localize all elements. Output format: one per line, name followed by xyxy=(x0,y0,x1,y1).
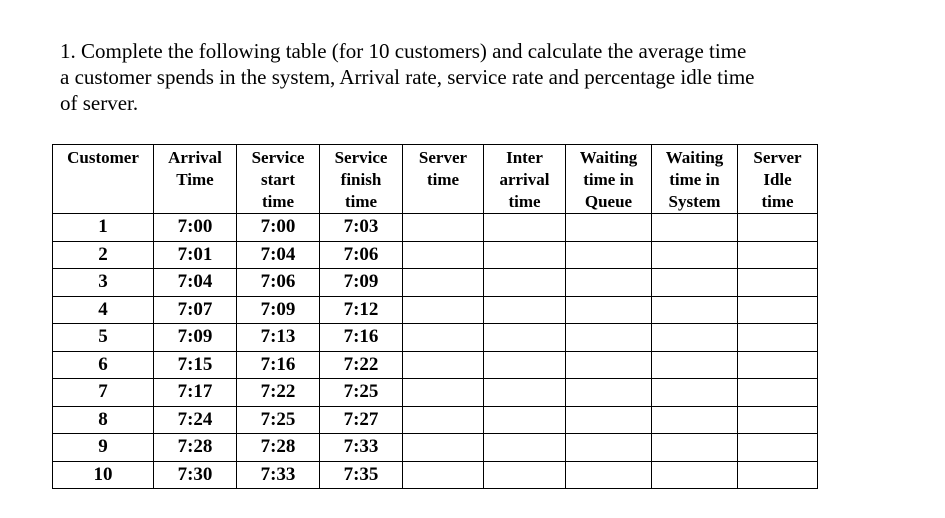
cell-server-time xyxy=(403,296,484,324)
cell-arrival-time: 7:15 xyxy=(154,351,237,379)
cell-service-start: 7:22 xyxy=(237,379,320,407)
cell-waiting-system xyxy=(652,461,738,489)
cell-waiting-queue xyxy=(566,434,652,462)
simulation-table xyxy=(52,144,818,489)
header-service-finish-time: Service finish time xyxy=(320,145,403,214)
question-line: a customer spends in the system, Arrival rate, service rate and percentage idle time xyxy=(60,65,755,89)
cell-inter-arrival xyxy=(484,434,566,462)
cell-waiting-system xyxy=(652,214,738,242)
cell-service-start: 7:33 xyxy=(237,461,320,489)
cell-arrival-time: 7:28 xyxy=(154,434,237,462)
cell-waiting-system xyxy=(652,269,738,297)
cell-customer: 2 xyxy=(53,241,154,269)
cell-waiting-queue xyxy=(566,241,652,269)
cell-service-finish: 7:27 xyxy=(320,406,403,434)
cell-inter-arrival xyxy=(484,379,566,407)
cell-arrival-time: 7:09 xyxy=(154,324,237,352)
cell-service-finish: 7:16 xyxy=(320,324,403,352)
cell-inter-arrival xyxy=(484,324,566,352)
cell-arrival-time: 7:04 xyxy=(154,269,237,297)
cell-inter-arrival xyxy=(484,214,566,242)
table-row xyxy=(53,241,818,269)
cell-waiting-system xyxy=(652,241,738,269)
cell-service-start: 7:13 xyxy=(237,324,320,352)
cell-inter-arrival xyxy=(484,269,566,297)
table-row xyxy=(53,461,818,489)
cell-arrival-time: 7:00 xyxy=(154,214,237,242)
cell-server-time xyxy=(403,214,484,242)
cell-waiting-system xyxy=(652,324,738,352)
cell-arrival-time: 7:24 xyxy=(154,406,237,434)
cell-server-time xyxy=(403,269,484,297)
cell-service-start: 7:09 xyxy=(237,296,320,324)
cell-waiting-system xyxy=(652,406,738,434)
header-waiting-time-queue: Waiting time in Queue xyxy=(566,145,652,214)
cell-customer: 1 xyxy=(53,214,154,242)
cell-service-finish: 7:06 xyxy=(320,241,403,269)
cell-inter-arrival xyxy=(484,461,566,489)
table-row xyxy=(53,296,818,324)
cell-service-start: 7:25 xyxy=(237,406,320,434)
cell-server-idle xyxy=(738,296,818,324)
cell-waiting-queue xyxy=(566,406,652,434)
cell-service-start: 7:00 xyxy=(237,214,320,242)
header-server-time: Server time xyxy=(403,145,484,214)
cell-arrival-time: 7:01 xyxy=(154,241,237,269)
cell-server-idle xyxy=(738,351,818,379)
cell-customer: 4 xyxy=(53,296,154,324)
header-server-idle-time: Server Idle time xyxy=(738,145,818,214)
cell-service-finish: 7:03 xyxy=(320,214,403,242)
table-header-row xyxy=(53,145,818,214)
cell-arrival-time: 7:07 xyxy=(154,296,237,324)
cell-server-time xyxy=(403,379,484,407)
table-row xyxy=(53,434,818,462)
cell-customer: 3 xyxy=(53,269,154,297)
cell-waiting-queue xyxy=(566,379,652,407)
cell-inter-arrival xyxy=(484,296,566,324)
cell-server-idle xyxy=(738,324,818,352)
cell-server-time xyxy=(403,324,484,352)
cell-waiting-queue xyxy=(566,214,652,242)
cell-waiting-queue xyxy=(566,351,652,379)
cell-service-finish: 7:33 xyxy=(320,434,403,462)
cell-service-finish: 7:09 xyxy=(320,269,403,297)
cell-waiting-queue xyxy=(566,461,652,489)
cell-server-time xyxy=(403,461,484,489)
cell-service-start: 7:06 xyxy=(237,269,320,297)
cell-service-finish: 7:12 xyxy=(320,296,403,324)
question-text xyxy=(60,38,840,116)
cell-customer: 7 xyxy=(53,379,154,407)
cell-service-finish: 7:22 xyxy=(320,351,403,379)
table-row xyxy=(53,214,818,242)
cell-server-time xyxy=(403,351,484,379)
cell-customer: 5 xyxy=(53,324,154,352)
cell-service-finish: 7:35 xyxy=(320,461,403,489)
table-row xyxy=(53,269,818,297)
cell-waiting-queue xyxy=(566,296,652,324)
cell-service-start: 7:04 xyxy=(237,241,320,269)
cell-waiting-system xyxy=(652,351,738,379)
table-row xyxy=(53,351,818,379)
cell-service-start: 7:28 xyxy=(237,434,320,462)
cell-server-idle xyxy=(738,434,818,462)
header-arrival-time: Arrival Time xyxy=(154,145,237,214)
cell-server-idle xyxy=(738,461,818,489)
cell-server-idle xyxy=(738,214,818,242)
cell-service-finish: 7:25 xyxy=(320,379,403,407)
cell-server-time xyxy=(403,241,484,269)
cell-customer: 6 xyxy=(53,351,154,379)
cell-server-time xyxy=(403,406,484,434)
cell-customer: 8 xyxy=(53,406,154,434)
cell-server-idle xyxy=(738,379,818,407)
cell-waiting-system xyxy=(652,434,738,462)
table-row xyxy=(53,406,818,434)
cell-waiting-system xyxy=(652,296,738,324)
question-line: 1. Complete the following table (for 10 customers) and calculate the average time xyxy=(60,39,747,63)
table-row xyxy=(53,324,818,352)
cell-waiting-queue xyxy=(566,324,652,352)
cell-inter-arrival xyxy=(484,351,566,379)
header-inter-arrival-time: Inter arrival time xyxy=(484,145,566,214)
cell-server-idle xyxy=(738,241,818,269)
question-line: of server. xyxy=(60,91,139,115)
cell-server-idle xyxy=(738,406,818,434)
cell-service-start: 7:16 xyxy=(237,351,320,379)
cell-inter-arrival xyxy=(484,406,566,434)
header-waiting-time-system: Waiting time in System xyxy=(652,145,738,214)
cell-server-idle xyxy=(738,269,818,297)
header-service-start-time: Service start time xyxy=(237,145,320,214)
cell-server-time xyxy=(403,434,484,462)
cell-waiting-system xyxy=(652,379,738,407)
cell-customer: 9 xyxy=(53,434,154,462)
table-body xyxy=(53,214,818,489)
cell-arrival-time: 7:30 xyxy=(154,461,237,489)
cell-customer: 10 xyxy=(53,461,154,489)
cell-arrival-time: 7:17 xyxy=(154,379,237,407)
header-customer: Customer xyxy=(53,145,154,214)
cell-inter-arrival xyxy=(484,241,566,269)
cell-waiting-queue xyxy=(566,269,652,297)
table-row xyxy=(53,379,818,407)
